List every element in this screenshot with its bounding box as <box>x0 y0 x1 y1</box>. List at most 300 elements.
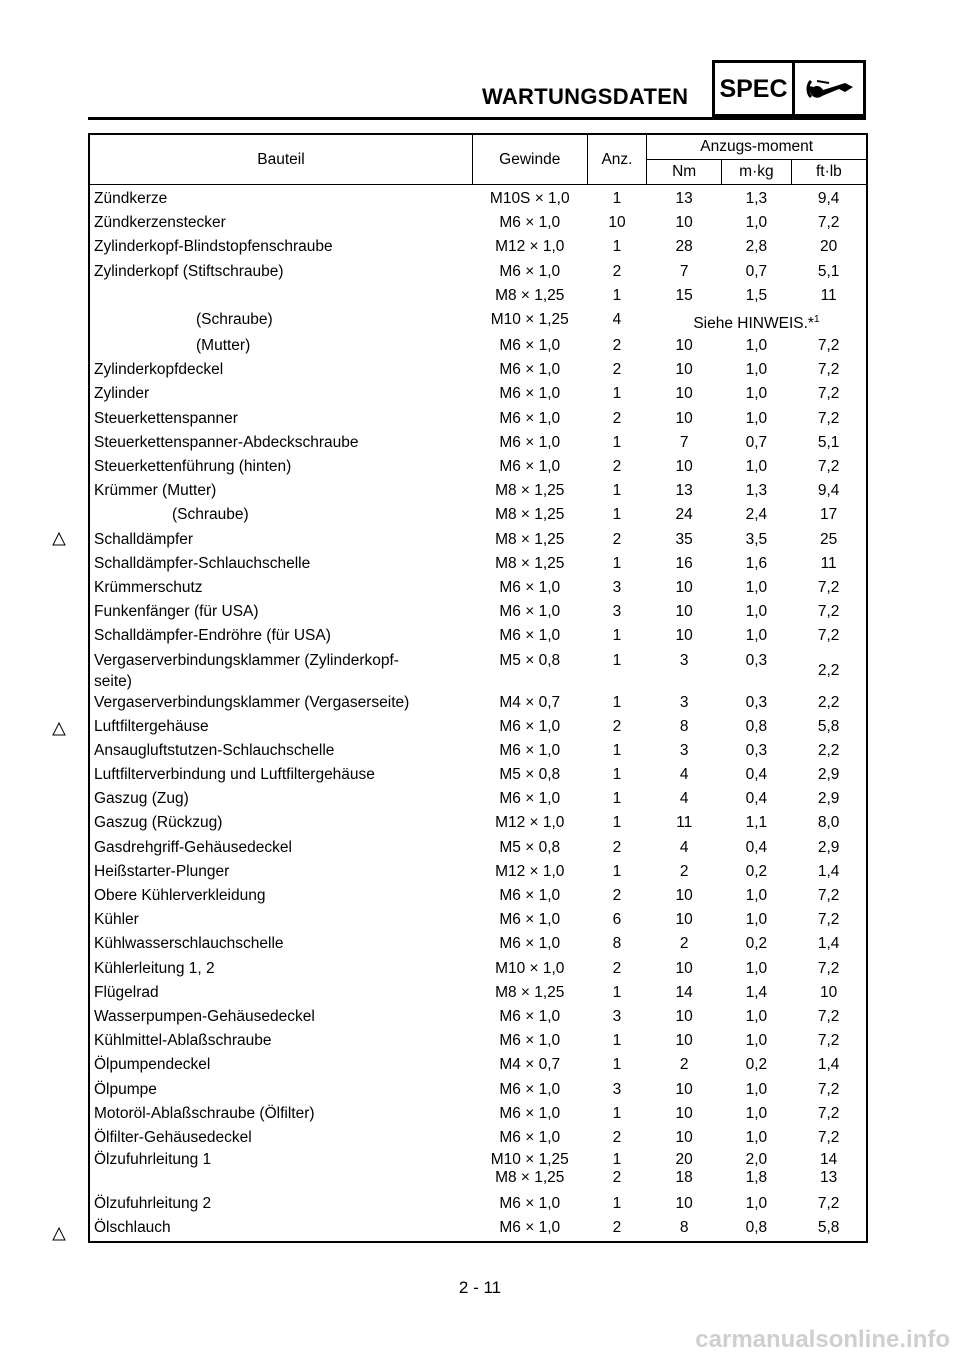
table-row <box>89 577 867 601</box>
torque-mkg: 1,3 <box>745 482 768 500</box>
qty: 2 <box>612 409 622 427</box>
torque-nm: 10 <box>675 1104 693 1122</box>
table-row <box>89 359 867 383</box>
part-name <box>89 650 472 692</box>
torque-mkg: 1,0 <box>745 1104 768 1122</box>
qty: 1 <box>612 433 622 451</box>
torque-mkg: 1,0 <box>745 1032 768 1050</box>
torque-ftlb: 2,2 <box>817 661 840 679</box>
torque-ftlb: 7,2 <box>817 458 840 476</box>
part-name: Steuerkettenspanner-Abdeckschraube <box>94 433 359 451</box>
part-name-line2: seite) <box>94 672 132 690</box>
torque-nm: 2 <box>679 935 689 953</box>
torque-mkg: 1,8 <box>745 1169 768 1187</box>
torque-ftlb: 7,2 <box>817 1128 840 1146</box>
thread: M6 × 1,0 <box>499 1128 561 1146</box>
torque-nm: 24 <box>675 506 693 524</box>
table-row <box>89 909 867 933</box>
table-row <box>89 837 867 861</box>
torque-mkg: 2,8 <box>745 238 768 256</box>
table-row <box>89 861 867 885</box>
part-name: Heißstarter-Plunger <box>94 862 230 880</box>
table-row <box>89 1079 867 1103</box>
torque-nm: 10 <box>675 959 693 977</box>
part-name: Zylinderkopf (Stiftschraube) <box>94 262 284 280</box>
table-row <box>89 335 867 359</box>
thread: M6 × 1,0 <box>499 741 561 759</box>
thread: M10 × 1,25 <box>490 310 569 328</box>
col-header-qty: Anz. <box>587 134 647 185</box>
torque-nm: 10 <box>675 578 693 596</box>
thread: M6 × 1,0 <box>499 1104 561 1122</box>
part-name <box>89 285 472 309</box>
table-row <box>89 408 867 432</box>
thread: M10 × 1,25 <box>490 1151 569 1169</box>
part-name: Kühlmittel-Ablaßschraube <box>94 1032 272 1050</box>
torque-ftlb: 11 <box>820 554 837 572</box>
torque-mkg: 1,0 <box>745 1195 768 1213</box>
torque-ftlb: 1,4 <box>817 862 840 880</box>
table-row <box>89 1169 867 1193</box>
thread: M6 × 1,0 <box>499 1007 561 1025</box>
table-row <box>89 1193 867 1217</box>
table-row <box>89 456 867 480</box>
qty: 1 <box>612 1151 622 1169</box>
torque-ftlb: 7,2 <box>817 603 840 621</box>
part-name: Kühlerleitung 1, 2 <box>94 959 215 977</box>
torque-nm: 2 <box>679 862 689 880</box>
torque-mkg: 0,4 <box>745 766 768 784</box>
torque-ftlb: 7,2 <box>817 1032 840 1050</box>
part-name: Krümmer (Mutter) <box>94 482 217 500</box>
torque-nm: 11 <box>676 814 693 832</box>
thread: M6 × 1,0 <box>499 262 561 280</box>
watermark: carmanualsonline.info <box>695 1326 950 1353</box>
torque-ftlb: 17 <box>820 506 838 524</box>
part-name: Funkenfänger (für USA) <box>94 603 259 621</box>
spec-label: SPEC <box>715 63 795 114</box>
torque-ftlb: 10 <box>820 983 838 1001</box>
torque-ftlb: 1,4 <box>817 935 840 953</box>
torque-mkg: 1,0 <box>745 627 768 645</box>
torque-nm: 7 <box>679 433 689 451</box>
part-name: Ölpumpendeckel <box>94 1056 211 1074</box>
torque-nm: 2 <box>679 1056 689 1074</box>
torque-mkg: 1,0 <box>745 1007 768 1025</box>
table-row <box>89 1217 867 1242</box>
part-name: Schalldämpfer-Schlauchschelle <box>94 554 311 572</box>
part-name: Zündkerzenstecker <box>94 214 226 232</box>
part-name: Vergaserverbindungsklammer (Vergaserseite) <box>94 693 410 711</box>
part-name: Luftfilterverbindung und Luftfiltergehäuse <box>94 766 375 784</box>
torque-nm: 4 <box>679 766 689 784</box>
part-name-line1: Vergaserverbindungsklammer (Zylinderkopf- <box>94 651 399 669</box>
thread: M6 × 1,0 <box>499 603 561 621</box>
spec-badge <box>712 60 866 117</box>
torque-ftlb: 2,9 <box>817 790 840 808</box>
torque-mkg: 0,8 <box>745 717 768 735</box>
torque-ftlb: 5,1 <box>817 433 840 451</box>
torque-nm: 10 <box>675 1032 693 1050</box>
torque-mkg: 1,0 <box>745 603 768 621</box>
torque-nm: 10 <box>675 1195 693 1213</box>
thread: M5 × 0,8 <box>499 838 561 856</box>
table-row <box>89 885 867 909</box>
table-row <box>89 383 867 407</box>
torque-mkg: 1,5 <box>745 286 768 304</box>
part-name: Steuerkettenführung (hinten) <box>94 458 292 476</box>
torque-mkg: 1,0 <box>745 458 768 476</box>
thread: M8 × 1,25 <box>495 983 565 1001</box>
thread: M6 × 1,0 <box>499 337 561 355</box>
torque-ftlb: 9,4 <box>817 482 840 500</box>
table-row <box>89 625 867 649</box>
qty: 1 <box>612 1195 622 1213</box>
qty: 2 <box>612 458 622 476</box>
part-name: (Schraube) <box>172 506 249 524</box>
thread: M8 × 1,25 <box>495 1169 565 1187</box>
part-name: (Mutter) <box>196 337 251 355</box>
torque-nm: 14 <box>675 983 693 1001</box>
torque-ftlb: 1,4 <box>817 1056 840 1074</box>
thread: M6 × 1,0 <box>499 627 561 645</box>
table-row <box>89 261 867 285</box>
part-name: Ansaugluftstutzen-Schlauchschelle <box>94 741 335 759</box>
qty: 1 <box>612 983 622 1001</box>
torque-nm: 4 <box>679 838 689 856</box>
qty: 1 <box>612 627 622 645</box>
thread: M8 × 1,25 <box>495 506 565 524</box>
col-header-nm: Nm <box>647 160 722 185</box>
thread: M8 × 1,25 <box>495 554 565 572</box>
torque-mkg: 3,5 <box>745 530 768 548</box>
torque-mkg: 1,6 <box>745 554 768 572</box>
thread: M6 × 1,0 <box>499 385 561 403</box>
qty: 10 <box>608 214 626 232</box>
thread: M12 × 1,0 <box>495 862 565 880</box>
thread: M6 × 1,0 <box>499 717 561 735</box>
table-row <box>89 788 867 812</box>
table-row <box>89 504 867 528</box>
thread: M5 × 0,8 <box>499 766 561 784</box>
thread: M8 × 1,25 <box>495 530 565 548</box>
thread: M6 × 1,0 <box>499 578 561 596</box>
qty: 3 <box>612 578 622 596</box>
table-row <box>89 650 867 692</box>
table-row <box>89 716 867 740</box>
note-superscript: 1 <box>813 313 820 325</box>
torque-ftlb: 7,2 <box>817 1195 840 1213</box>
torque-nm: 4 <box>679 790 689 808</box>
thread: M6 × 1,0 <box>499 409 561 427</box>
part-name: Gasdrehgriff-Gehäusedeckel <box>94 838 292 856</box>
torque-mkg: 1,1 <box>745 814 768 832</box>
thread: M10 × 1,0 <box>495 959 565 977</box>
table-row <box>89 764 867 788</box>
qty: 2 <box>612 1219 622 1237</box>
qty: 1 <box>612 741 622 759</box>
torque-ftlb: 7,2 <box>817 959 840 977</box>
qty: 4 <box>612 310 622 328</box>
torque-nm: 8 <box>679 1219 689 1237</box>
part-name: Ölfilter-Gehäusedeckel <box>94 1128 252 1146</box>
table-row <box>89 212 867 236</box>
torque-ftlb: 13 <box>820 1169 838 1187</box>
table-row <box>89 285 867 309</box>
thread: M6 × 1,0 <box>499 458 561 476</box>
thread: M6 × 1,0 <box>499 1195 561 1213</box>
maintenance-torque-table <box>88 133 868 1243</box>
qty: 1 <box>612 482 622 500</box>
part-name: Kühlwasserschlauchschelle <box>94 935 284 953</box>
qty: 1 <box>612 506 622 524</box>
table-row <box>89 740 867 764</box>
torque-ftlb: 7,2 <box>817 627 840 645</box>
torque-mkg: 0,3 <box>745 693 768 711</box>
torque-ftlb: 7,2 <box>817 409 840 427</box>
header-rule <box>88 117 866 120</box>
triangle-marker-icon <box>52 532 66 546</box>
torque-ftlb: 7,2 <box>817 887 840 905</box>
torque-mkg: 1,0 <box>745 1128 768 1146</box>
torque-ftlb: 2,9 <box>817 766 840 784</box>
table-row <box>89 933 867 957</box>
table-row <box>89 958 867 982</box>
thread: M8 × 1,25 <box>495 286 565 304</box>
thread: M6 × 1,0 <box>499 911 561 929</box>
part-name: Kühler <box>94 911 139 929</box>
qty: 1 <box>612 862 622 880</box>
qty: 1 <box>612 385 622 403</box>
torque-mkg: 0,8 <box>745 1219 768 1237</box>
thread: M4 × 0,7 <box>499 693 561 711</box>
part-name: Ölpumpe <box>94 1080 157 1098</box>
part-name <box>89 1169 472 1193</box>
torque-ftlb: 14 <box>820 1151 838 1169</box>
thread: M6 × 1,0 <box>499 214 561 232</box>
qty: 1 <box>612 238 622 256</box>
torque-ftlb: 5,1 <box>817 262 840 280</box>
col-header-part: Bauteil <box>89 134 472 185</box>
table-row <box>89 1006 867 1030</box>
part-name: Schalldämpfer-Endröhre (für USA) <box>94 627 331 645</box>
part-name: Zylinder <box>94 385 150 403</box>
table-row <box>89 601 867 625</box>
torque-ftlb: 7,2 <box>817 578 840 596</box>
torque-nm: 10 <box>675 361 693 379</box>
qty: 2 <box>612 717 622 735</box>
qty: 1 <box>612 790 622 808</box>
qty: 1 <box>612 1032 622 1050</box>
torque-mkg: 0,2 <box>745 1056 768 1074</box>
part-name: Flügelrad <box>94 983 159 1001</box>
torque-note <box>647 309 867 335</box>
torque-nm: 13 <box>675 482 693 500</box>
part-name: Wasserpumpen-Gehäusedeckel <box>94 1007 315 1025</box>
torque-mkg: 1,0 <box>745 578 768 596</box>
torque-nm: 10 <box>675 887 693 905</box>
table-row <box>89 982 867 1006</box>
torque-nm: 10 <box>675 1080 693 1098</box>
table-row <box>89 185 867 213</box>
col-header-mkg: m·kg <box>722 160 792 185</box>
qty: 2 <box>612 262 622 280</box>
part-name: Ölzufuhrleitung 2 <box>94 1195 212 1213</box>
thread: M6 × 1,0 <box>499 790 561 808</box>
torque-mkg: 0,3 <box>745 651 768 669</box>
torque-ftlb: 7,2 <box>817 361 840 379</box>
qty: 1 <box>612 1104 622 1122</box>
torque-nm: 35 <box>675 530 693 548</box>
torque-nm: 18 <box>675 1169 693 1187</box>
qty: 1 <box>612 1056 622 1074</box>
qty: 2 <box>612 1128 622 1146</box>
qty: 1 <box>612 766 622 784</box>
torque-nm: 15 <box>675 286 693 304</box>
torque-nm: 28 <box>675 238 693 256</box>
thread: M6 × 1,0 <box>499 887 561 905</box>
torque-ftlb: 7,2 <box>817 911 840 929</box>
thread: M8 × 1,25 <box>495 482 565 500</box>
thread: M12 × 1,0 <box>495 238 565 256</box>
torque-mkg: 0,7 <box>745 433 768 451</box>
torque-nm: 10 <box>675 1007 693 1025</box>
qty: 2 <box>612 887 622 905</box>
torque-mkg: 1,0 <box>745 911 768 929</box>
table-row <box>89 236 867 260</box>
qty: 3 <box>612 1080 622 1098</box>
part-name: Ölschlauch <box>94 1219 171 1237</box>
qty: 2 <box>612 361 622 379</box>
qty: 2 <box>612 838 622 856</box>
torque-mkg: 1,0 <box>745 385 768 403</box>
torque-ftlb: 7,2 <box>817 1080 840 1098</box>
qty: 1 <box>612 190 622 207</box>
torque-mkg: 1,0 <box>745 959 768 977</box>
table-row <box>89 309 867 335</box>
wrench-icon <box>795 63 863 114</box>
table-row <box>89 1103 867 1127</box>
torque-mkg: 1,0 <box>745 887 768 905</box>
col-header-ftlb: ft·lb <box>791 160 867 185</box>
torque-ftlb: 25 <box>820 530 838 548</box>
torque-nm: 10 <box>675 911 693 929</box>
table-row <box>89 480 867 504</box>
torque-ftlb: 7,2 <box>817 1104 840 1122</box>
thread: M5 × 0,8 <box>499 651 561 669</box>
torque-mkg: 0,4 <box>745 790 768 808</box>
torque-mkg: 0,3 <box>745 741 768 759</box>
qty: 2 <box>612 959 622 977</box>
thread: M6 × 1,0 <box>499 361 561 379</box>
torque-ftlb: 5,8 <box>817 717 840 735</box>
table-row <box>89 1030 867 1054</box>
torque-nm: 10 <box>675 1128 693 1146</box>
part-name: Zündkerze <box>94 190 168 207</box>
torque-mkg: 1,3 <box>745 190 768 207</box>
triangle-marker-icon <box>52 1227 66 1241</box>
torque-nm: 10 <box>675 337 693 355</box>
torque-nm: 7 <box>679 262 689 280</box>
torque-nm: 10 <box>675 458 693 476</box>
torque-nm: 20 <box>675 1151 693 1169</box>
torque-nm: 10 <box>675 603 693 621</box>
torque-mkg: 1,0 <box>745 409 768 427</box>
part-name: Ölzufuhrleitung 1 <box>94 1151 212 1169</box>
torque-mkg: 2,0 <box>745 1151 768 1169</box>
page-number: 2 - 11 <box>458 1278 502 1297</box>
part-name: Luftfiltergehäuse <box>94 717 209 735</box>
table-row <box>89 553 867 577</box>
part-name: Gaszug (Rückzug) <box>94 814 223 832</box>
thread: M6 × 1,0 <box>499 1032 561 1050</box>
torque-ftlb: 7,2 <box>817 337 840 355</box>
torque-ftlb: 2,2 <box>817 741 840 759</box>
table-row <box>89 1151 867 1169</box>
torque-nm: 10 <box>675 214 693 232</box>
table-row <box>89 692 867 716</box>
thread: M10S × 1,0 <box>489 190 570 207</box>
torque-ftlb: 11 <box>820 286 837 304</box>
table-row <box>89 1127 867 1151</box>
torque-mkg: 0,2 <box>745 862 768 880</box>
torque-ftlb: 7,2 <box>817 1007 840 1025</box>
torque-nm: 16 <box>675 554 693 572</box>
thread: M12 × 1,0 <box>495 814 565 832</box>
torque-nm: 10 <box>675 409 693 427</box>
part-name: Motoröl-Ablaßschraube (Ölfilter) <box>94 1104 315 1122</box>
torque-ftlb: 7,2 <box>817 385 840 403</box>
torque-nm: 13 <box>675 190 693 207</box>
torque-mkg: 0,2 <box>745 935 768 953</box>
torque-nm: 3 <box>679 651 689 669</box>
part-name: Zylinderkopf-Blindstopfenschraube <box>94 238 333 256</box>
torque-ftlb: 9,4 <box>817 190 840 207</box>
qty: 2 <box>612 337 622 355</box>
torque-mkg: 1,4 <box>745 983 768 1001</box>
part-name: Obere Kühlerverkleidung <box>94 887 266 905</box>
table-row <box>89 432 867 456</box>
torque-ftlb: 8,0 <box>817 814 840 832</box>
qty: 3 <box>612 603 622 621</box>
col-header-thread: Gewinde <box>472 134 587 185</box>
part-name: Zylinderkopfdeckel <box>94 361 224 379</box>
qty: 1 <box>612 651 622 669</box>
note-text: Siehe HINWEIS.* <box>693 315 814 333</box>
qty: 1 <box>612 693 622 711</box>
torque-mkg: 0,4 <box>745 838 768 856</box>
table-row <box>89 529 867 553</box>
torque-nm: 8 <box>679 717 689 735</box>
triangle-marker-icon <box>52 722 66 736</box>
torque-mkg: 0,7 <box>745 262 768 280</box>
table-row <box>89 1054 867 1078</box>
qty: 1 <box>612 814 622 832</box>
table-row <box>89 812 867 836</box>
part-name: (Schraube) <box>196 310 273 328</box>
thread: M6 × 1,0 <box>499 1219 561 1237</box>
part-name: Krümmerschutz <box>94 578 203 596</box>
qty: 3 <box>612 1007 622 1025</box>
qty: 1 <box>612 286 622 304</box>
torque-mkg: 1,0 <box>745 1080 768 1098</box>
thread: M6 × 1,0 <box>499 1080 561 1098</box>
torque-mkg: 2,4 <box>745 506 768 524</box>
torque-nm: 3 <box>679 693 689 711</box>
thread: M6 × 1,0 <box>499 433 561 451</box>
torque-mkg: 1,0 <box>745 214 768 232</box>
qty: 2 <box>612 530 622 548</box>
